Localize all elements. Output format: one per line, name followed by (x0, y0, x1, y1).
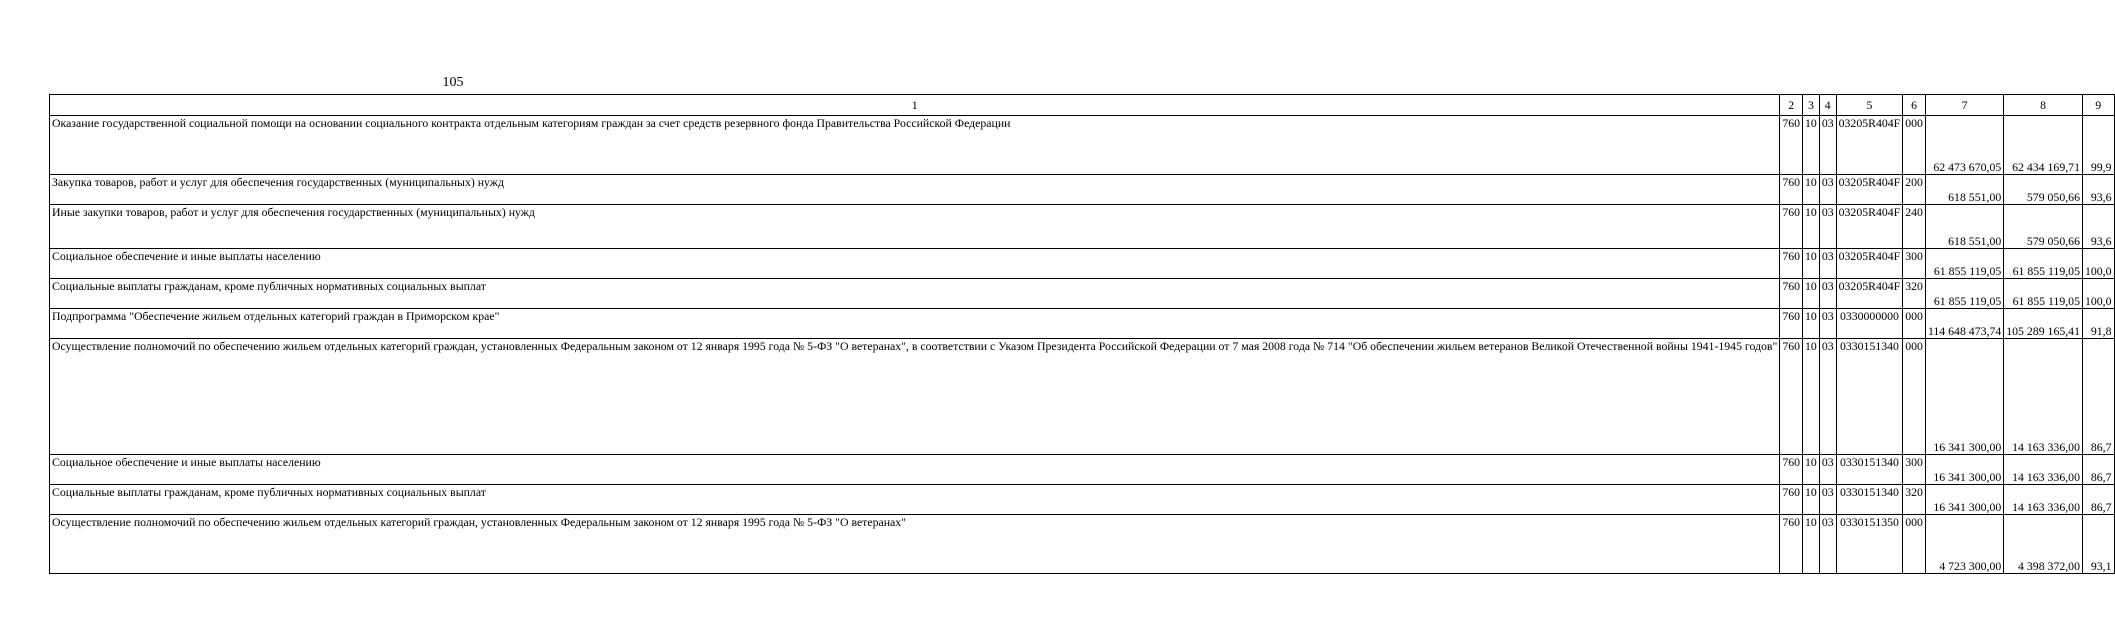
row-percent: 93,6 (2082, 205, 2114, 249)
row-percent: 93,6 (2082, 175, 2114, 205)
header-row (50, 95, 2115, 116)
row-expense-type-code: 300 (1903, 455, 1926, 485)
row-name: Закупка товаров, работ и услуг для обеспечения государственных (муниципальных) нужд (50, 175, 1780, 205)
header-col-6: 6 (1903, 95, 1926, 116)
row-ministry-code: 760 (1780, 249, 1803, 279)
row-section-code: 10 (1803, 485, 1820, 515)
row-planned-amount: 618 551,00 (1925, 175, 2003, 205)
row-planned-amount: 62 473 670,05 (1925, 116, 2003, 175)
row-planned-amount: 61 855 119,05 (1925, 279, 2003, 309)
row-percent: 99,9 (2082, 116, 2114, 175)
row-section-code: 10 (1803, 175, 1820, 205)
row-target-code: 03205R404F (1836, 205, 1903, 249)
row-actual-amount: 61 855 119,05 (2004, 249, 2083, 279)
row-planned-amount: 114 648 473,74 (1925, 309, 2003, 339)
row-actual-amount: 14 163 336,00 (2004, 485, 2083, 515)
row-name: Социальные выплаты гражданам, кроме публичных нормативных социальных выплат (50, 279, 1780, 309)
row-subsection-code: 03 (1819, 485, 1836, 515)
row-percent: 100,0 (2082, 249, 2114, 279)
row-subsection-code: 03 (1819, 116, 1836, 175)
row-section-code: 10 (1803, 249, 1820, 279)
row-section-code: 10 (1803, 339, 1820, 455)
row-expense-type-code: 320 (1903, 279, 1926, 309)
row-percent: 91,8 (2082, 309, 2114, 339)
row-subsection-code: 03 (1819, 175, 1836, 205)
row-actual-amount: 14 163 336,00 (2004, 339, 2083, 455)
row-section-code: 10 (1803, 309, 1820, 339)
table-row (50, 249, 2115, 279)
row-percent: 86,7 (2082, 485, 2114, 515)
row-expense-type-code: 000 (1903, 339, 1926, 455)
row-actual-amount: 62 434 169,71 (2004, 116, 2083, 175)
row-actual-amount: 4 398 372,00 (2004, 515, 2083, 574)
row-subsection-code: 03 (1819, 455, 1836, 485)
row-section-code: 10 (1803, 116, 1820, 175)
header-col-4: 4 (1819, 95, 1836, 116)
row-planned-amount: 16 341 300,00 (1925, 339, 2003, 455)
header-col-9: 9 (2082, 95, 2114, 116)
row-expense-type-code: 200 (1903, 175, 1926, 205)
row-target-code: 03205R404F (1836, 249, 1903, 279)
row-section-code: 10 (1803, 515, 1820, 574)
row-name: Социальное обеспечение и иные выплаты населению (50, 455, 1780, 485)
row-expense-type-code: 000 (1903, 116, 1926, 175)
row-planned-amount: 61 855 119,05 (1925, 249, 2003, 279)
row-expense-type-code: 320 (1903, 485, 1926, 515)
row-subsection-code: 03 (1819, 249, 1836, 279)
row-target-code: 0330151340 (1836, 455, 1903, 485)
row-section-code: 10 (1803, 205, 1820, 249)
header-col-2: 2 (1780, 95, 1803, 116)
row-name: Осуществление полномочий по обеспечению жильем отдельных категорий граждан, установленных Федеральным законом от 12 января 1995 года № 5-ФЗ "О ветеранах", в соответствии с Указом Президента Российской Федерации от 7 мая 2008 года № 714 "Об обеспечении жильем ветеранов Великой Отечественной войны 1941-1945 годов" (50, 339, 1780, 455)
row-actual-amount: 105 289 165,41 (2004, 309, 2083, 339)
row-planned-amount: 618 551,00 (1925, 205, 2003, 249)
row-target-code: 0330151340 (1836, 339, 1903, 455)
table-row (50, 309, 2115, 339)
table-row (50, 455, 2115, 485)
row-name: Социальные выплаты гражданам, кроме публичных нормативных социальных выплат (50, 485, 1780, 515)
row-target-code: 0330151350 (1836, 515, 1903, 574)
row-ministry-code: 760 (1780, 175, 1803, 205)
row-target-code: 03205R404F (1836, 175, 1903, 205)
page-number: 105 (442, 75, 464, 90)
table-row (50, 205, 2115, 249)
table-row (50, 485, 2115, 515)
row-ministry-code: 760 (1780, 339, 1803, 455)
row-target-code: 03205R404F (1836, 116, 1903, 175)
header-col-3: 3 (1803, 95, 1820, 116)
row-percent: 93,1 (2082, 515, 2114, 574)
header-col-7: 7 (1925, 95, 2003, 116)
row-ministry-code: 760 (1780, 116, 1803, 175)
row-actual-amount: 61 855 119,05 (2004, 279, 2083, 309)
row-ministry-code: 760 (1780, 485, 1803, 515)
row-planned-amount: 4 723 300,00 (1925, 515, 2003, 574)
row-section-code: 10 (1803, 455, 1820, 485)
row-ministry-code: 760 (1780, 205, 1803, 249)
row-subsection-code: 03 (1819, 309, 1836, 339)
row-ministry-code: 760 (1780, 279, 1803, 309)
row-expense-type-code: 000 (1903, 515, 1926, 574)
row-expense-type-code: 240 (1903, 205, 1926, 249)
header-col-5: 5 (1836, 95, 1903, 116)
row-expense-type-code: 000 (1903, 309, 1926, 339)
row-name: Осуществление полномочий по обеспечению жильем отдельных категорий граждан, установленных Федеральным законом от 12 января 1995 года № 5-ФЗ "О ветеранах" (50, 515, 1780, 574)
row-name: Оказание государственной социальной помощи на основании социального контракта отдельным категориям граждан за счет средств резервного фонда Правительства Российской Федерации (50, 116, 1780, 175)
row-name: Социальное обеспечение и иные выплаты населению (50, 249, 1780, 279)
table-row (50, 116, 2115, 175)
row-ministry-code: 760 (1780, 309, 1803, 339)
row-percent: 86,7 (2082, 455, 2114, 485)
table-row (50, 279, 2115, 309)
budget-table (49, 94, 2115, 574)
row-target-code: 0330000000 (1836, 309, 1903, 339)
row-ministry-code: 760 (1780, 515, 1803, 574)
row-subsection-code: 03 (1819, 339, 1836, 455)
row-actual-amount: 14 163 336,00 (2004, 455, 2083, 485)
row-section-code: 10 (1803, 279, 1820, 309)
row-name: Иные закупки товаров, работ и услуг для обеспечения государственных (муниципальных) нужд (50, 205, 1780, 249)
table-row (50, 175, 2115, 205)
row-actual-amount: 579 050,66 (2004, 205, 2083, 249)
header-col-8: 8 (2004, 95, 2083, 116)
row-name: Подпрограмма "Обеспечение жильем отдельных категорий граждан в Приморском крае" (50, 309, 1780, 339)
row-ministry-code: 760 (1780, 455, 1803, 485)
row-percent: 100,0 (2082, 279, 2114, 309)
header-col-1: 1 (50, 95, 1780, 116)
row-subsection-code: 03 (1819, 205, 1836, 249)
table-row (50, 339, 2115, 455)
row-planned-amount: 16 341 300,00 (1925, 485, 2003, 515)
table-row (50, 515, 2115, 574)
row-subsection-code: 03 (1819, 515, 1836, 574)
row-planned-amount: 16 341 300,00 (1925, 455, 2003, 485)
row-target-code: 03205R404F (1836, 279, 1903, 309)
row-target-code: 0330151340 (1836, 485, 1903, 515)
row-percent: 86,7 (2082, 339, 2114, 455)
row-expense-type-code: 300 (1903, 249, 1926, 279)
row-subsection-code: 03 (1819, 279, 1836, 309)
row-actual-amount: 579 050,66 (2004, 175, 2083, 205)
